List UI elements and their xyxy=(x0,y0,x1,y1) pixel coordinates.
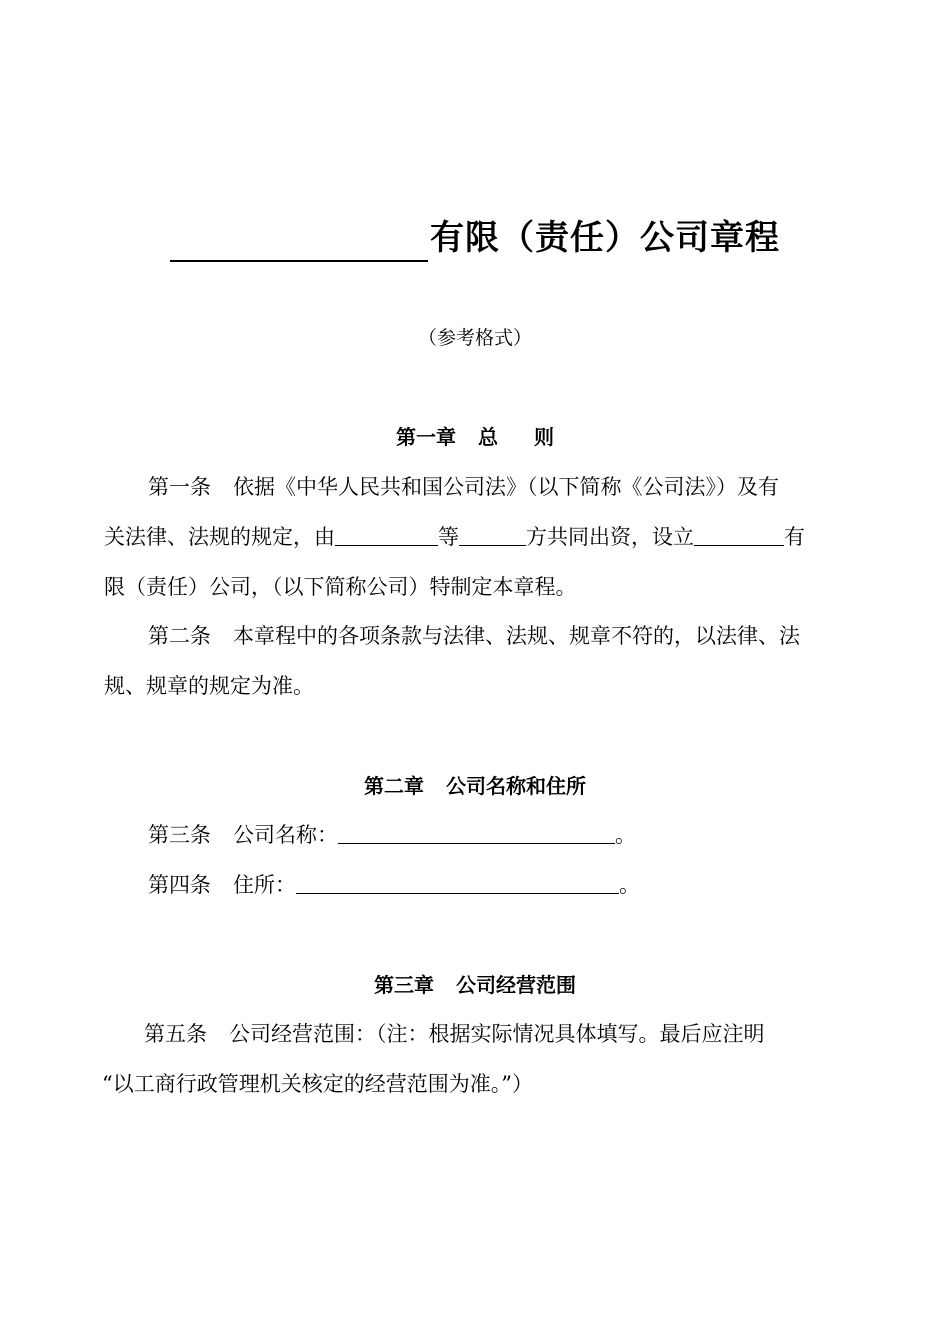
article-1-text-1: 依据《中华人民共和国公司法》（以下简称《公司法》）及有 xyxy=(233,475,779,499)
company-name-blank[interactable] xyxy=(170,224,428,262)
chapter-1-heading xyxy=(0,422,950,452)
article-4-label: 第四条 xyxy=(148,873,211,897)
chapter-3-number: 第三章 xyxy=(374,973,434,997)
article-4-line xyxy=(104,860,846,910)
company-name-field[interactable] xyxy=(338,819,615,844)
article-5-label: 第五条 xyxy=(144,1022,207,1046)
article-4-end: 。 xyxy=(619,873,640,897)
document-title-text: 有限（责任）公司章程 xyxy=(430,218,780,258)
article-5 xyxy=(104,1009,846,1109)
article-3-label: 第三条 xyxy=(148,823,211,847)
article-1-line-1 xyxy=(104,462,846,512)
article-1 xyxy=(104,462,846,612)
chapter-2-heading xyxy=(0,771,950,801)
chapter-2-number: 第二章 xyxy=(364,774,424,798)
article-4 xyxy=(104,860,846,910)
article-1-text-2b: 等 xyxy=(438,525,459,549)
article-3-text: 公司名称： xyxy=(233,823,338,847)
article-5-line-2: “以工商行政管理机关核定的经营范围为准。”） xyxy=(102,1072,533,1096)
article-5-text-1: 公司经营范围：（注：根据实际情况具体填写。最后应注明 xyxy=(229,1022,765,1046)
article-4-text: 住所： xyxy=(233,873,296,897)
party-count-blank[interactable] xyxy=(459,521,526,546)
chapter-1-number: 第一章 xyxy=(396,425,456,449)
chapter-1-title-a: 总 xyxy=(478,425,498,449)
article-1-line-2 xyxy=(104,512,846,562)
chapter-1-title-b: 则 xyxy=(534,425,554,449)
article-1-label: 第一条 xyxy=(148,475,211,499)
article-5-line-1 xyxy=(104,1009,846,1059)
article-2 xyxy=(104,611,846,711)
article-3-end: 。 xyxy=(615,823,636,847)
article-3 xyxy=(104,810,846,860)
investor-blank[interactable] xyxy=(335,521,438,546)
article-1-text-2a: 关法律、法规的规定，由 xyxy=(104,525,335,549)
article-1-text-2d: 有 xyxy=(784,525,805,549)
article-2-text-1: 本章程中的各项条款与法律、法规、规章不符的，以法律、法 xyxy=(233,624,800,648)
chapter-2-title: 公司名称和住所 xyxy=(446,774,586,798)
address-field[interactable] xyxy=(296,869,619,894)
article-2-line-2: 规、规章的规定为准。 xyxy=(104,674,314,698)
chapter-3-title: 公司经营范围 xyxy=(456,973,576,997)
company-blank[interactable] xyxy=(694,521,784,546)
article-2-line-1 xyxy=(104,611,846,661)
chapter-3-heading xyxy=(0,970,950,1000)
article-1-text-2c: 方共同出资，设立 xyxy=(526,525,694,549)
document-subtitle: （参考格式） xyxy=(417,327,532,349)
article-2-label: 第二条 xyxy=(148,624,211,648)
article-3-line xyxy=(104,810,846,860)
document-title xyxy=(0,214,950,262)
article-1-line-3: 限（责任）公司，（以下简称公司）特制定本章程。 xyxy=(104,575,577,599)
